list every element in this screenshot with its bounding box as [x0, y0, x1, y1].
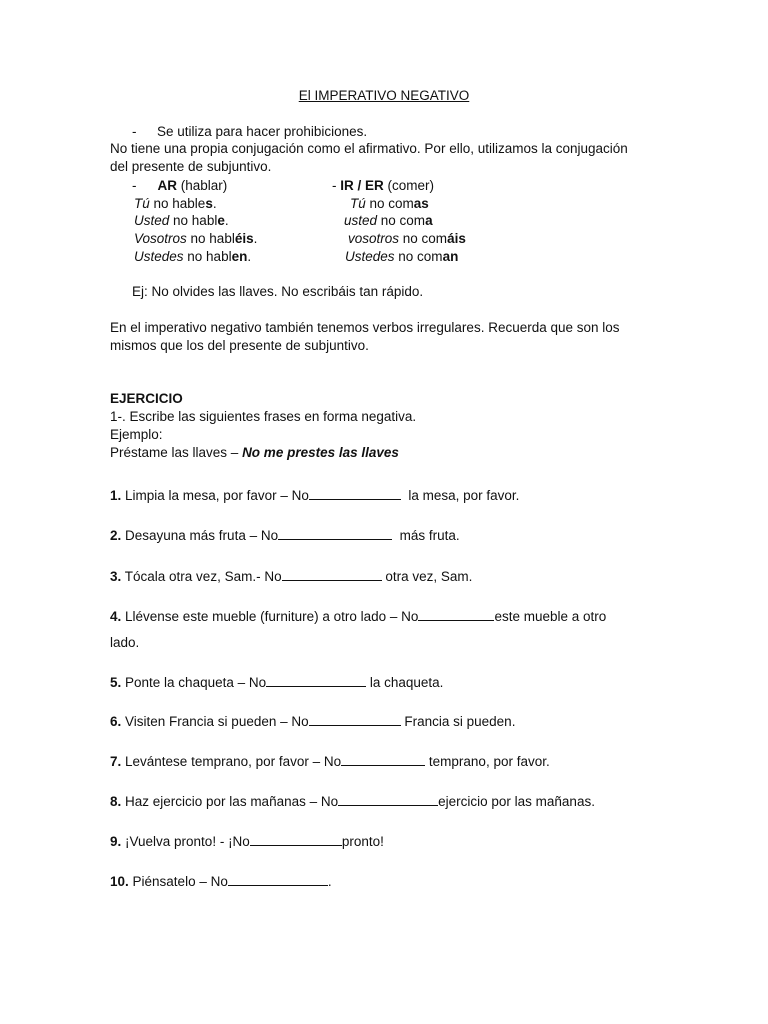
answer-blank[interactable]	[250, 833, 342, 846]
answer-blank[interactable]	[309, 487, 401, 500]
exercise-item-continuation: lado.	[110, 635, 140, 650]
intro-line-1: No tiene una propia conjugación como el afirmativo. Por ello, utilizamos la conjugación	[110, 141, 628, 156]
exercise-item: 9. ¡Vuelva pronto! - ¡No pronto!	[110, 834, 384, 849]
answer-blank[interactable]	[338, 793, 438, 806]
exercise-item: 2. Desayuna más fruta – No más fruta.	[110, 528, 460, 543]
exercise-item: 5. Ponte la chaqueta – No la chaqueta.	[110, 675, 444, 690]
bullet-text: Se utiliza para hacer prohibiciones.	[157, 124, 368, 139]
ir-row: vosotros no comáis	[348, 231, 466, 246]
exercise-item: 10. Piénsatelo – No .	[110, 874, 332, 889]
example-sentences: Ej: No olvides las llaves. No escribáis tan rápido.	[132, 284, 424, 299]
irregular-line-2: mismos que los del presente de subjuntivo.	[110, 338, 369, 353]
ir-row: Tú no comas	[350, 196, 429, 211]
ar-row: Vosotros no habléis.	[134, 231, 258, 246]
ar-row: Tú no hables.	[134, 196, 217, 211]
example-item: Préstame las llaves – No me prestes las llaves	[110, 445, 399, 460]
ar-row: Usted no hable.	[134, 213, 229, 228]
example-label: Ejemplo:	[110, 427, 163, 442]
ir-row: usted no coma	[344, 213, 433, 228]
page-title: El IMPERATIVO NEGATIVO	[298, 88, 470, 103]
intro-line-2: del presente de subjuntivo.	[110, 159, 272, 174]
answer-blank[interactable]	[266, 674, 366, 687]
answer-blank[interactable]	[341, 753, 425, 766]
answer-blank[interactable]	[278, 527, 392, 540]
answer-blank[interactable]	[282, 568, 382, 581]
answer-blank[interactable]	[418, 608, 494, 621]
ir-row: Ustedes no coman	[345, 249, 459, 264]
exercise-item: 7. Levántese temprano, por favor – No temprano, por favor.	[110, 754, 550, 769]
exercise-heading: EJERCICIO	[110, 391, 183, 406]
answer-blank[interactable]	[228, 873, 328, 886]
exercise-item: 6. Visiten Francia si pueden – No Francia si pueden.	[110, 714, 516, 729]
exercise-item: 8. Haz ejercicio por las mañanas – No ejercicio por las mañanas.	[110, 794, 595, 809]
exercise-item: 3. Tócala otra vez, Sam.- No otra vez, Sam.	[110, 569, 473, 584]
ar-header: - AR (hablar)	[132, 178, 228, 193]
ar-row: Ustedes no hablen.	[134, 249, 252, 264]
irregular-line-1: En el imperativo negativo también tenemos verbos irregulares. Recuerda que son los	[110, 320, 620, 335]
bullet-dash: -	[132, 124, 137, 139]
exercise-item: 4. Llévense este mueble (furniture) a otro lado – No este mueble a otro	[110, 609, 607, 624]
exercise-instruction: 1-. Escribe las siguientes frases en forma negativa.	[110, 409, 417, 424]
exercise-item: 1. Limpia la mesa, por favor – No la mesa, por favor.	[110, 488, 520, 503]
answer-blank[interactable]	[309, 713, 401, 726]
ir-header: - IR / ER (comer)	[332, 178, 435, 193]
